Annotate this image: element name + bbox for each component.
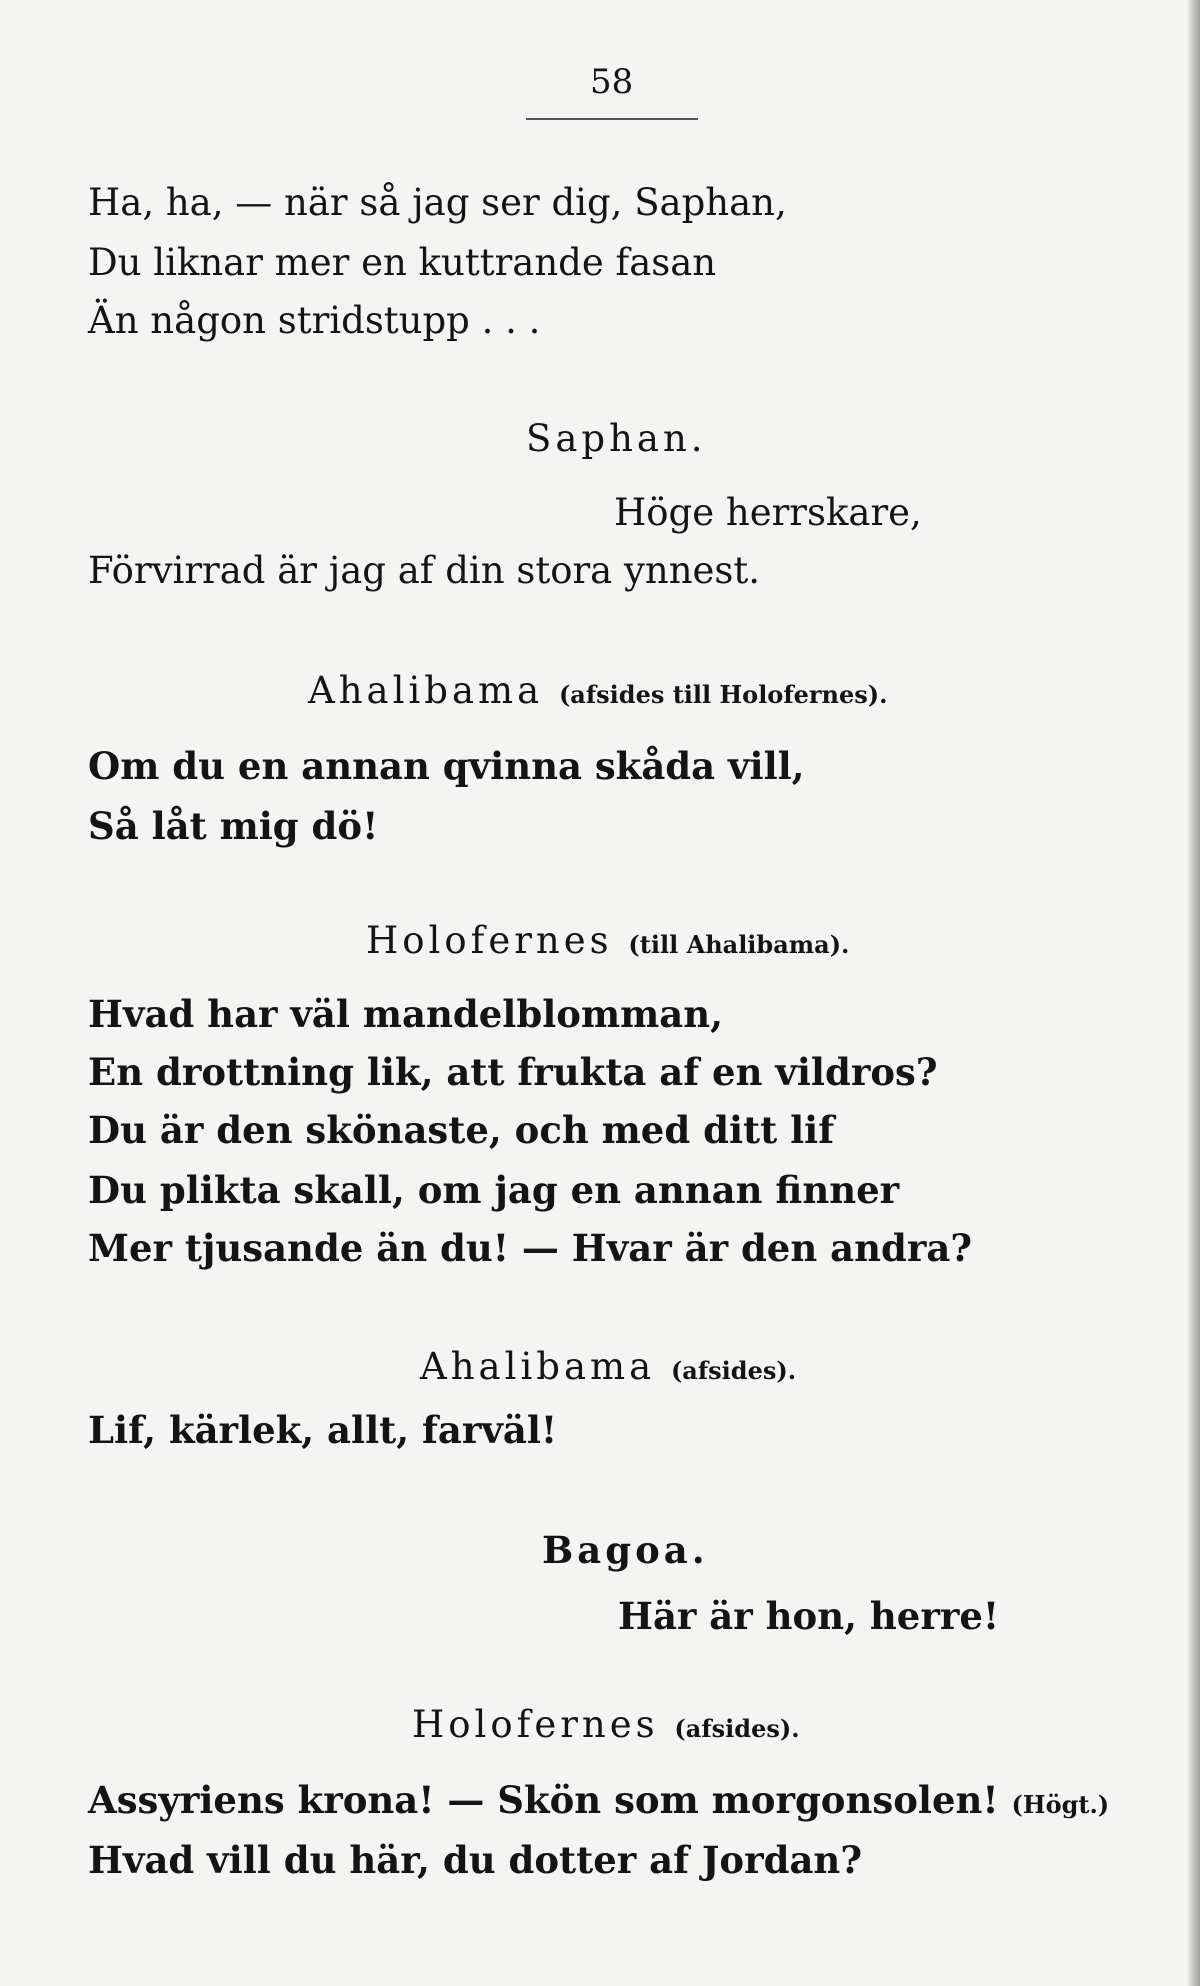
verse-line: Ha, ha, — när så jag ser dig, Saphan, <box>88 181 787 224</box>
verse-line: Mer tjusande än du! — Hvar är den andra? <box>88 1226 973 1270</box>
verse-line: Du är den skönaste, och med ditt lif <box>88 1108 835 1152</box>
stage-direction: (afsides). <box>674 1714 800 1743</box>
header-rule <box>526 118 698 120</box>
speaker-name: Ahalibama <box>308 669 544 712</box>
page-number: 58 <box>590 62 634 102</box>
speaker-name: Holofernes <box>366 919 613 962</box>
verse-line: En drottning lik, att frukta af en vildros? <box>88 1050 938 1094</box>
verse-line: Hvad har väl mandelblomman, <box>88 992 723 1036</box>
verse-line: Här är hon, herre! <box>618 1594 1000 1638</box>
verse-line: Hvad vill du här, du dotter af Jordan? <box>88 1838 863 1882</box>
speaker-heading <box>420 1345 797 1388</box>
verse-line: Så låt mig dö! <box>88 804 379 848</box>
speaker-heading <box>366 919 850 962</box>
verse-line <box>88 1778 1110 1822</box>
verse-line: Du plikta skall, om jag en annan finner <box>88 1168 900 1212</box>
verse-line: Du liknar mer en kuttrande fasan <box>88 241 717 284</box>
stage-direction: (Högt.) <box>1011 1790 1110 1819</box>
speaker-heading <box>412 1703 800 1746</box>
verse-line: Förvirrad är jag af din stora ynnest. <box>88 549 761 592</box>
stage-direction: (till Ahalibama). <box>628 930 850 959</box>
verse-text: Assyriens krona! — Skön som morgonsolen! <box>88 1778 999 1822</box>
verse-line: Om du en annan qvinna skåda vill, <box>88 744 805 788</box>
speaker-name: Holofernes <box>412 1703 659 1746</box>
speaker-heading <box>308 669 888 712</box>
verse-line: Höge herrskare, <box>614 491 922 534</box>
verse-line: Lif, kärlek, allt, farväl! <box>88 1408 558 1452</box>
speaker-name: Ahalibama <box>420 1345 656 1388</box>
page-edge-shadow <box>1186 0 1200 1986</box>
stage-direction: (afsides till Holofernes). <box>558 680 888 709</box>
verse-line: Än någon stridstupp . . . <box>88 299 541 342</box>
speaker-name: Bagoa. <box>542 1528 709 1572</box>
speaker-name: Saphan. <box>526 417 707 460</box>
stage-direction: (afsides). <box>670 1356 797 1385</box>
